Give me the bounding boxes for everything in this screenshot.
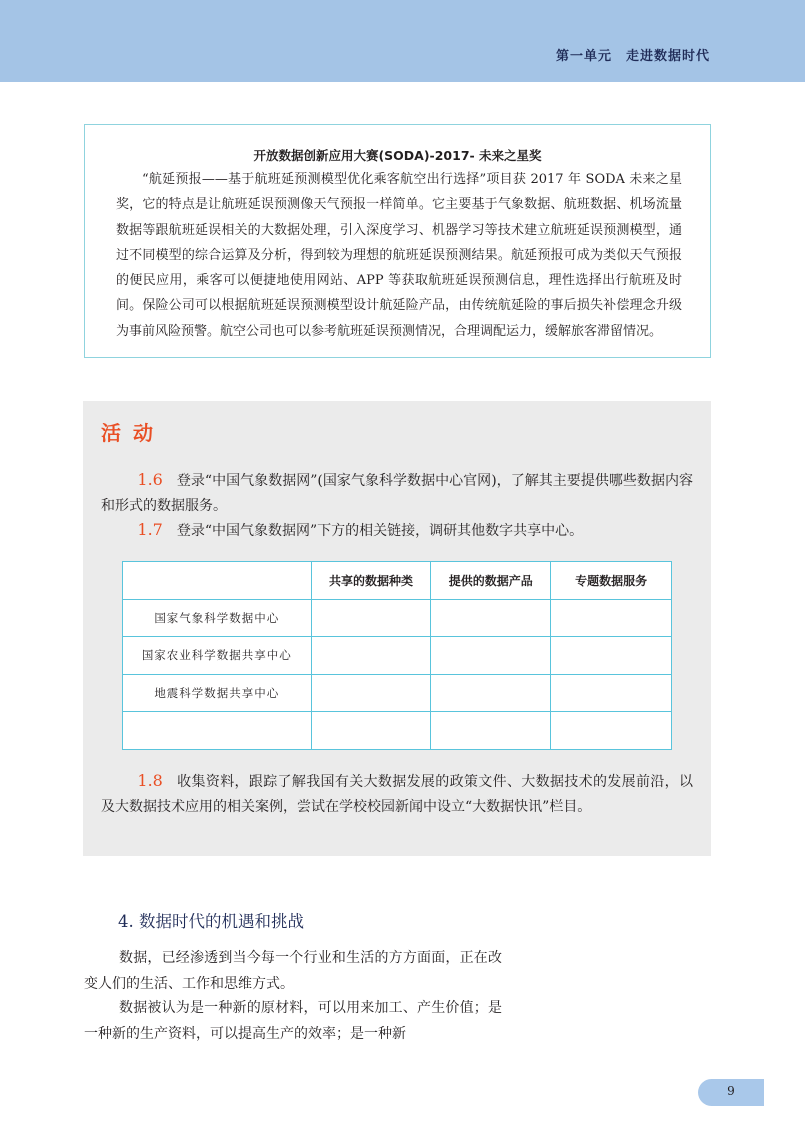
activity-heading: 活动 <box>101 421 165 445</box>
activity-item-1-7 <box>101 517 693 544</box>
table-row-label: 国家气象科学数据中心 <box>123 599 312 637</box>
data-sharing-table <box>122 561 672 750</box>
activity-item-1-6 <box>101 467 693 519</box>
table-header-cell: 共享的数据种类 <box>311 562 431 600</box>
table-cell <box>551 637 672 675</box>
table-header-cell: 专题数据服务 <box>551 562 672 600</box>
table-row <box>123 674 672 712</box>
soda-award-body: “航延预报——基于航班延预测模型优化乘客航空出行选择”项目获 2017 年 SODA 未来之星奖，它的特点是让航班延误预测像天气预报一样简单。它主要基于气象数据、航班数据、机场流量数据等跟航班延误相关的大数据处理，引入深度学习、机器学习等技术建立航班延误预测模型，通过不同模型的综合运算及分析，得到较为理想的航班延误预测结果。航延预报可成为类似天气预报的便民应用，乘客可以便捷地使用网站、APP 等获取航班延误预测信息，理性选择出行航班及时间。保险公司可以根据航班延误预测模型设计航延险产品，由传统航延险的事后损失补偿理念升级为事前风险预警。航空公司也可以参考航班延误预测情况，合理调配运力，缓解旅客滞留情况。 <box>116 172 682 339</box>
table-cell <box>431 599 551 637</box>
section-number: 4. <box>118 912 134 931</box>
table-cell <box>431 674 551 712</box>
activity-item-text: 登录“中国气象数据网”下方的相关链接，调研其他数字共享中心。 <box>176 523 584 539</box>
section-title: 数据时代的机遇和挑战 <box>139 912 304 931</box>
activity-item-number: 1.6 <box>137 470 163 489</box>
activity-item-number: 1.8 <box>137 771 163 790</box>
table-row-label: 国家农业科学数据共享中心 <box>123 637 312 675</box>
table-header-cell <box>123 562 312 600</box>
table-row <box>123 637 672 675</box>
unit-title: 第一单元 走进数据时代 <box>555 49 710 64</box>
activity-item-number: 1.7 <box>137 520 163 539</box>
activity-item-text: 收集资料，跟踪了解我国有关大数据发展的政策文件、大数据技术的发展前沿，以及大数据技术应用的相关案例，尝试在学校校园新闻中设立“大数据快讯”栏目。 <box>101 774 693 815</box>
body-paragraph: 数据，已经渗透到当今每一个行业和生活的方方面面，正在改变人们的生活、工作和思维方式。 <box>84 950 502 992</box>
body-paragraph: 数据被认为是一种新的原材料，可以用来加工、产生价值；是一种新的生产资料，可以提高生产的效率；是一种新 <box>84 1000 502 1042</box>
section-heading <box>118 908 304 932</box>
table-cell <box>431 712 551 750</box>
table-row <box>123 712 672 750</box>
table-cell <box>551 674 672 712</box>
table-cell <box>311 674 431 712</box>
table-cell <box>311 712 431 750</box>
activity-item-1-8 <box>101 768 693 820</box>
table-row <box>123 599 672 637</box>
table-row-label <box>123 712 312 750</box>
page-number-tab <box>698 1079 764 1106</box>
table-header-row <box>123 562 672 600</box>
page-number: 9 <box>727 1084 735 1098</box>
table-cell <box>431 637 551 675</box>
table-cell <box>551 599 672 637</box>
table-cell <box>311 637 431 675</box>
table-cell <box>311 599 431 637</box>
soda-award-box <box>84 124 711 358</box>
soda-award-title: 开放数据创新应用大赛(SODA)-2017- 未来之星奖 <box>253 148 542 163</box>
header-band <box>0 0 805 82</box>
activity-item-text: 登录“中国气象数据网”(国家气象科学数据中心官网)，了解其主要提供哪些数据内容和形式的数据服务。 <box>101 473 693 514</box>
table-cell <box>551 712 672 750</box>
table-row-label: 地震科学数据共享中心 <box>123 674 312 712</box>
table-header-cell: 提供的数据产品 <box>431 562 551 600</box>
